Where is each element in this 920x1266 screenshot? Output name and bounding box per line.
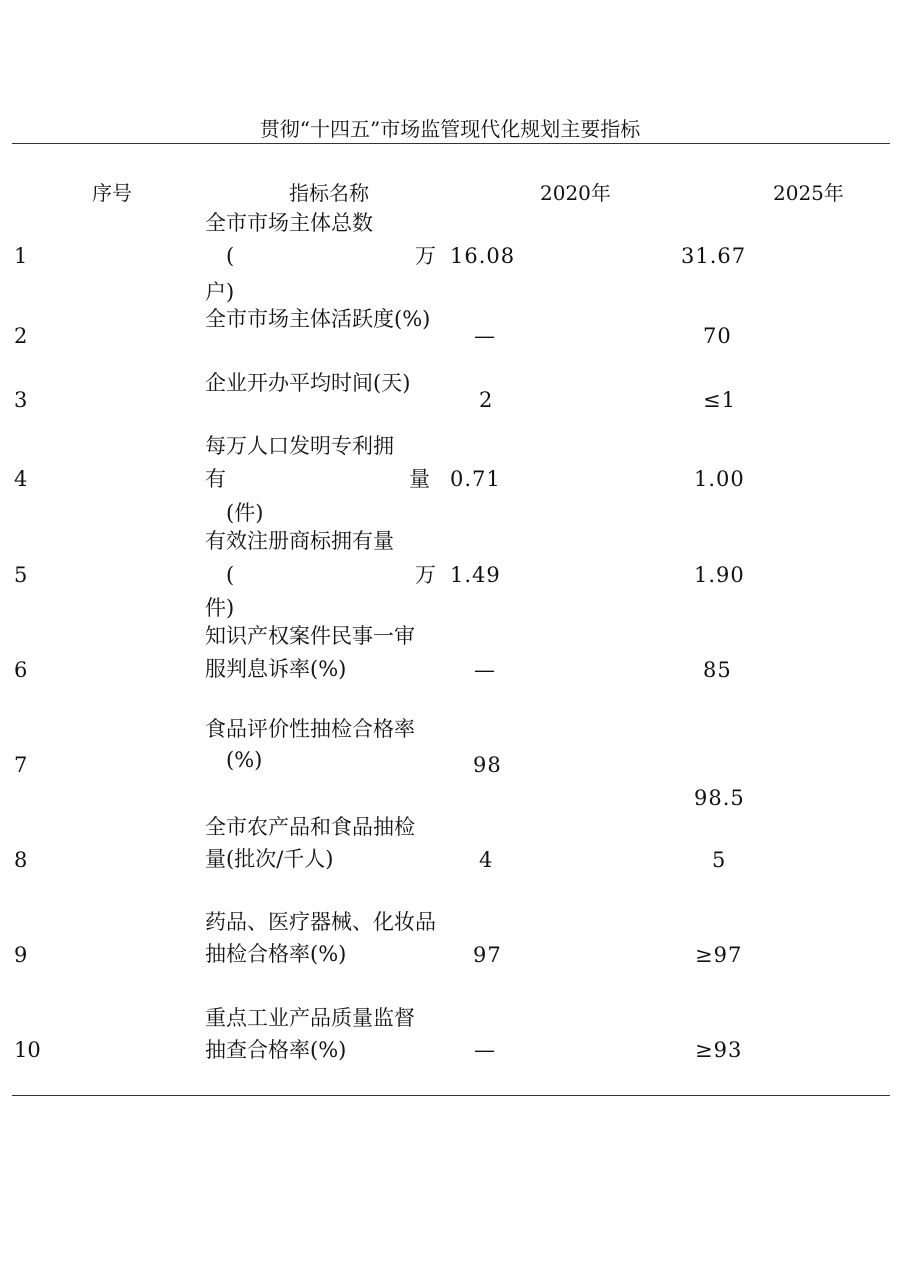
row-name-line: ( [226,244,235,268]
row-name-line: 量(批次/千人) [205,847,334,871]
row-name-line: 重点工业产品质量监督 [205,1006,415,1030]
row-value-2025: 1.90 [694,563,745,587]
row-value-2025: ≥97 [695,943,743,967]
row-name-line: 每万人口发明专利拥 [205,434,394,458]
row-value-2025: ≤1 [703,388,736,412]
row-value-2025: 31.67 [681,244,747,268]
row-name-line: 有效注册商标拥有量 [205,529,394,553]
row-name-line: 万 [415,563,436,587]
row-name-line: 抽查合格率(%) [205,1038,347,1062]
row-name-line: 药品、医疗器械、化妆品 [205,910,436,934]
row-name-line: 食品评价性抽检合格率 [205,717,415,741]
row-seq: 9 [14,943,28,967]
row-value-2025: 98.5 [694,786,745,810]
row-seq: 1 [14,244,28,268]
bottom-divider [12,1095,890,1096]
row-value-2025: 1.00 [694,467,745,491]
row-name-line: 有 [205,467,226,491]
row-value-2025: 85 [703,658,732,682]
row-name-line: (件) [226,501,264,525]
row-value-2020: — [474,324,496,348]
row-name-line: 知识产权案件民事一审 [205,624,415,648]
header-seq: 序号 [92,181,132,205]
row-value-2025: ≥93 [695,1038,743,1062]
row-value-2020: — [474,1038,496,1062]
row-seq: 2 [14,324,28,348]
row-seq: 8 [14,848,28,872]
row-value-2025: 5 [712,848,727,872]
header-2025: 2025年 [773,181,844,205]
row-name-line: ( [226,563,235,587]
row-value-2020: 2 [479,388,494,412]
header-name: 指标名称 [289,181,369,205]
row-name-line: 万 [415,244,436,268]
page-title: 贯彻“十四五”市场监管现代化规划主要指标 [259,117,641,141]
row-seq: 7 [14,753,28,777]
row-name-line: 量 [409,467,430,491]
row-value-2020: — [474,658,496,682]
header-2020: 2020年 [540,181,611,205]
row-value-2020: 1.49 [450,563,501,587]
row-seq: 3 [14,388,28,412]
row-name-line: 服判息诉率(%) [205,657,347,681]
row-value-2020: 98 [473,753,502,777]
row-name-line: 企业开办平均时间(天) [205,371,411,395]
row-name-line: 全市市场主体活跃度(%) [205,307,431,331]
row-value-2020: 0.71 [450,467,501,491]
row-name-line: 全市农产品和食品抽检 [205,815,415,839]
row-value-2020: 4 [479,848,494,872]
row-name-line: 户) [205,280,235,304]
row-name-line: (%) [226,748,263,772]
row-name-line: 全市市场主体总数 [205,211,373,235]
row-seq: 10 [14,1038,41,1062]
row-seq: 4 [14,467,28,491]
row-name-line: 抽检合格率(%) [205,942,347,966]
row-value-2020: 97 [473,943,502,967]
row-name-line: 件) [205,596,235,620]
row-seq: 5 [14,563,28,587]
row-seq: 6 [14,658,28,682]
row-value-2020: 16.08 [450,244,516,268]
top-divider [12,143,890,144]
row-value-2025: 70 [703,324,732,348]
